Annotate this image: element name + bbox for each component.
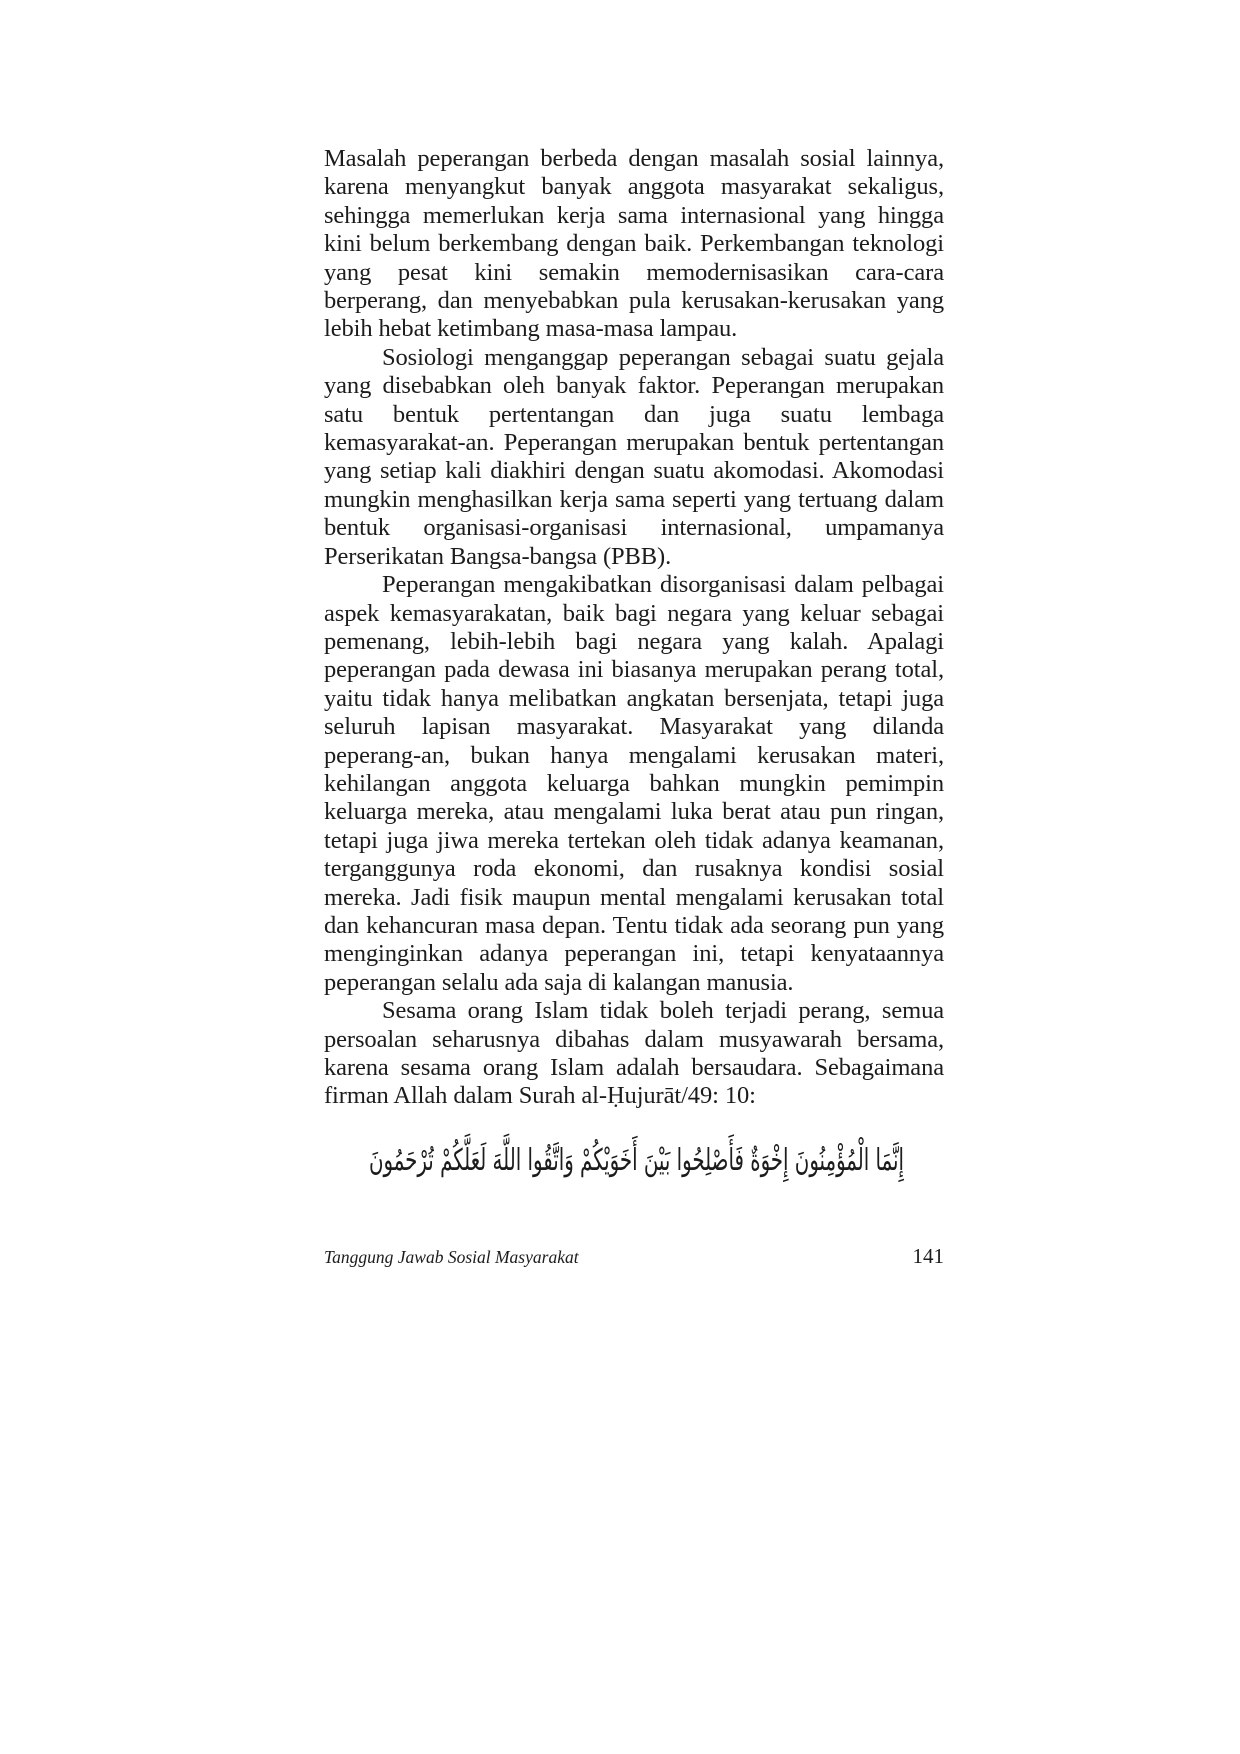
main-text <box>324 145 944 1111</box>
paragraph-4: Sesama orang Islam tidak boleh terjadi perang, semua persoalan seharusnya dibahas dalam musyawarah bersama, karena sesama orang Islam adalah bersaudara. Sebagaimana firman Allah dalam Surah al-Ḥujurāt/49: 10: <box>324 997 944 1110</box>
page-number: 141 <box>912 1244 944 1268</box>
running-footer-title: Tanggung Jawab Sosial Masyarakat <box>324 1247 579 1267</box>
quran-verse-text: إِنَّمَا الْمُؤْمِنُونَ إِخْوَةٌ فَأَصْلِحُوا بَيْنَ أَخَوَيْكُمْ وَاتَّقُوا اللَّهَ لَعَلَّكُمْ تُرْحَمُونَ <box>369 1143 1181 1178</box>
paragraph-3: Peperangan mengakibatkan disorganisasi dalam pelbagai aspek kemasyarakatan, baik bagi negara yang keluar sebagai pemenang, lebih-lebih bagi negara yang kalah. Apalagi peperangan pada dewasa ini biasanya merupakan perang total, yaitu tidak hanya melibatkan angkatan bersenjata, tetapi juga seluruh lapisan masyarakat. Masyarakat yang dilanda peperang-an, bukan hanya mengalami kerusakan materi, kehilangan anggota keluarga bahkan mungkin pemimpin keluarga mereka, atau mengalami luka berat atau pun ringan, tetapi juga jiwa mereka tertekan oleh tidak adanya keamanan, terganggunya roda ekonomi, dan rusaknya kondisi sosial mereka. Jadi fisik maupun mental mengalami kerusakan total dan kehancuran masa depan. Tentu tidak ada seorang pun yang menginginkan adanya peperangan ini, tetapi kenyataannya peperangan selalu ada saja di kalangan manusia. <box>324 571 944 996</box>
page-footer <box>324 1244 944 1277</box>
paragraph-2: Sosiologi menganggap peperangan sebagai suatu gejala yang disebabkan oleh banyak faktor. Peperangan merupakan satu bentuk pertentangan dan juga suatu lembaga kemasyarakat-an. Peperangan merupakan bentuk pertentangan yang setiap kali diakhiri dengan suatu akomodasi. Akomodasi mungkin menghasilkan kerja sama seperti yang tertuang dalam bentuk organisasi-organisasi internasional, umpamanya Perserikatan Bangsa-bangsa (PBB). <box>324 343 944 570</box>
paragraph-1: Masalah peperangan berbeda dengan masalah sosial lainnya, karena menyangkut banyak anggota masyarakat sekaligus, sehingga memerlukan kerja sama internasional yang hingga kini belum berkembang dengan baik. Perkembangan teknologi yang pesat kini semakin memodernisasikan cara-cara berperang, dan menyebabkan pula kerusakan-kerusakan yang lebih hebat ketimbang masa-masa lampau. <box>324 145 944 343</box>
quran-verse-calligraphy <box>364 1122 1181 1194</box>
